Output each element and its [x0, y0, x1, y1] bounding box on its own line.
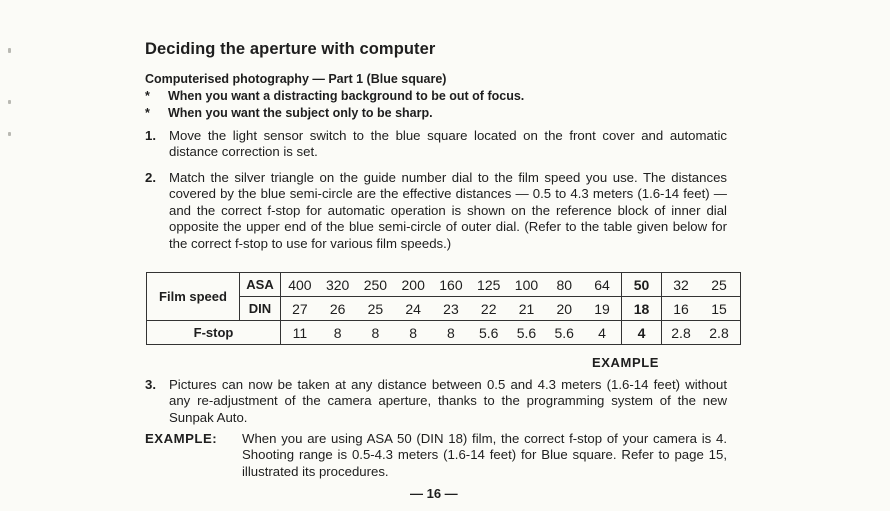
step-item	[145, 170, 727, 252]
fstop-cell: 8	[447, 324, 455, 341]
din-cell: 23	[443, 300, 459, 317]
binding-mark	[8, 48, 11, 53]
bullet-text: When you want the subject only to be sharp.	[168, 106, 433, 120]
fstop-cell: 8	[409, 324, 418, 341]
asa-cell: 320	[325, 276, 350, 293]
asa-values-tail	[662, 273, 741, 297]
asa-cell: 160	[439, 276, 463, 293]
asa-values	[281, 273, 622, 297]
example-caption: EXAMPLE	[592, 355, 660, 370]
asa-cell: 25	[711, 276, 727, 293]
din-values-tail	[662, 297, 741, 321]
step-text: Pictures can now be taken at any distance between 0.5 and 4.3 meters (1.6-14 feet) without any re-adjustment of the camera aperture, thanks to the programming system of the new Sunpak Auto.	[169, 377, 727, 425]
din-cell: 25	[367, 300, 384, 317]
step-number: 2.	[145, 170, 156, 185]
fstop-cell: 4	[598, 324, 606, 341]
asa-cell: 250	[363, 276, 388, 293]
din-cell: 21	[518, 300, 535, 317]
asa-cell: 80	[556, 276, 573, 293]
din-cell: 27	[292, 300, 308, 317]
binding-mark	[8, 100, 11, 104]
bullet-marker: *	[145, 106, 150, 120]
din-cell: 20	[556, 300, 573, 317]
step-number: 1.	[145, 128, 156, 143]
din-cell: 26	[329, 300, 346, 317]
film-speed-table	[146, 272, 741, 345]
step-number: 3.	[145, 377, 156, 392]
din-cell: 15	[711, 300, 727, 317]
page-title: Deciding the aperture with computer	[145, 40, 436, 58]
step-text: Move the light sensor switch to the blue square located on the front cover and automatic distance correction is set.	[169, 128, 727, 160]
fstop-cell: 5.6	[516, 324, 537, 341]
din-cell: 16	[673, 300, 689, 317]
din-values	[281, 297, 622, 321]
fstop-highlight-cell: 4	[622, 321, 662, 345]
fstop-cell: 5.6	[478, 324, 499, 341]
fstop-cell: 8	[371, 324, 380, 341]
asa-highlight-cell: 50	[622, 273, 662, 297]
film-speed-label: Film speed	[147, 273, 240, 321]
din-cell: 22	[480, 300, 497, 317]
bullet-text: When you want a distracting background to be out of focus.	[168, 89, 525, 103]
section-subtitle: Computerised photography — Part 1 (Blue square)	[145, 72, 447, 86]
asa-cell: 100	[514, 276, 539, 293]
din-highlight-cell: 18	[622, 297, 662, 321]
step-text: Match the silver triangle on the guide number dial to the film speed you use. The distances covered by the blue semi-circle are the effective distances — 0.5 to 4.3 meters (1.6-14 feet) — and the correct f-stop for automatic operation is shown on the reference block of inner dial opposite the upper end of the blue semi-circle of outer dial. (Refer to the table given below for the correct f-stop to use for various film speeds.)	[169, 170, 727, 251]
asa-cell: 64	[594, 276, 610, 293]
din-cell: 19	[594, 300, 610, 317]
example-text: When you are using ASA 50 (DIN 18) film, the correct f-stop of your camera is 4. Shooting range is 0.5-4.3 meters (1.6-14 feet) for Blue square. Refer to page 15, illustrated its procedures.	[242, 431, 727, 479]
example-block	[145, 431, 727, 480]
bullet-item	[145, 106, 433, 120]
fstop-cell: 5.6	[554, 324, 574, 341]
asa-cell: 125	[477, 276, 501, 293]
fstop-values-tail	[662, 321, 741, 345]
page-number: — 16 —	[410, 486, 458, 501]
fstop-label: F-stop	[147, 321, 281, 345]
binding-mark	[8, 132, 11, 136]
fstop-cell: 2.8	[671, 324, 691, 341]
fstop-cell: 11	[292, 324, 308, 341]
bullet-item	[145, 89, 524, 103]
fstop-cell: 8	[333, 324, 342, 341]
fstop-cell: 2.8	[709, 324, 729, 341]
fstop-values	[281, 321, 622, 345]
asa-cell: 32	[673, 276, 689, 293]
example-heading: EXAMPLE:	[145, 431, 218, 446]
step-item	[145, 128, 727, 161]
asa-cell: 200	[401, 276, 425, 293]
step-item	[145, 377, 727, 426]
asa-label: ASA	[240, 273, 281, 297]
asa-cell: 400	[288, 276, 312, 293]
din-label: DIN	[240, 297, 281, 321]
din-cell: 24	[405, 300, 421, 317]
bullet-marker: *	[145, 89, 150, 103]
